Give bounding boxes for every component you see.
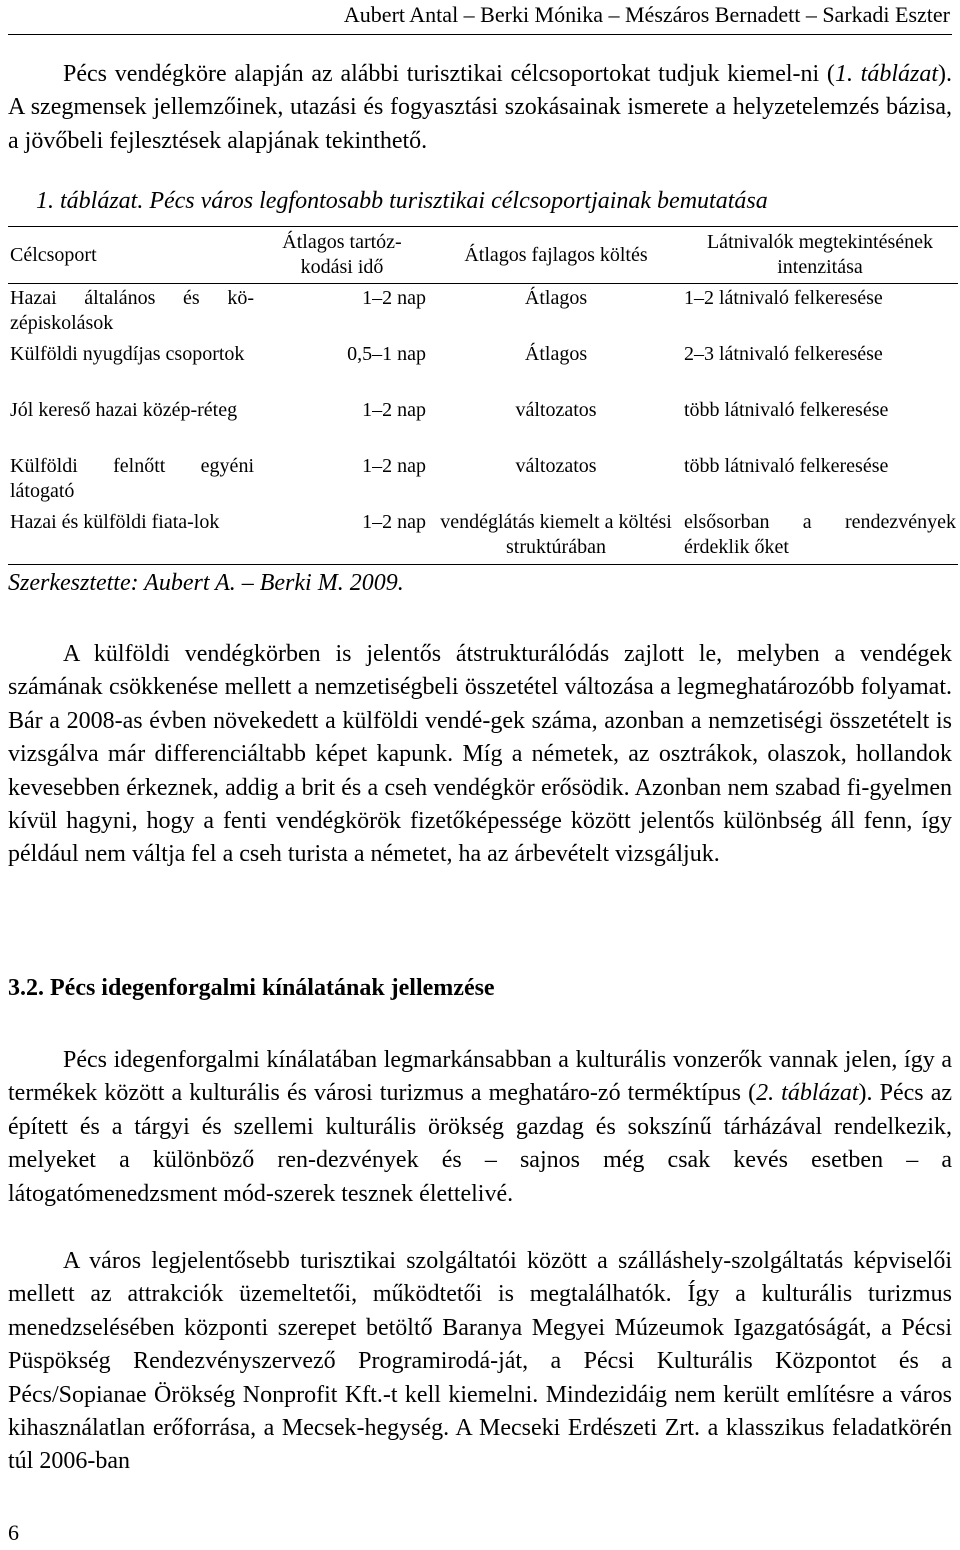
cell-stay-length: 0,5–1 nap	[347, 343, 426, 365]
cell-target-group: Külföldi nyugdíjas csoportok	[10, 343, 245, 365]
paragraph-service-providers: A város legjelentősebb turisztikai szolgáltatói között a szálláshely-szolgáltatás képviselői mellett az attrakciók üzemeltetői, működtetői is megtalálhatók. Így a kulturális turizmus menedzselésében központi szerepet betöltő Baranya Megyei Múzeumok Igazgatóságát, a Pécsi Püspökség Rendezvényszervező Programirodá-ját, a Pécsi Kulturális Központot és a Pécs/Sopianae Örökség Nonprofit Kft.-t kell kiemelni. Mindezidáig nem került említésre a város kihasználatlan erőforrása, a Mecsek-hegység. A Mecseki Erdészeti Zrt. a klasszikus feladatkörén túl 2006-ban	[8, 1248, 952, 1475]
cell-target-group: Jól kereső hazai közép-réteg	[10, 399, 238, 421]
intro-paragraph: Pécs vendégköre alapján az alábbi turisztikai célcsoportokat tudjuk kiemel-ni (1. táblázat). A szegmensek jellemzőinek, utazási és fogyasztási szokásainak ismerete a helyzetelemzés bázisa, a jövőbeli fejlesztések alapjának tekinthető.	[8, 61, 953, 154]
page-number: 6	[8, 1520, 19, 1545]
cell-sight-intensity: több látnivaló felkeresése	[684, 399, 889, 421]
cell-stay-length: 1–2 nap	[362, 455, 426, 477]
table-caption: 1. táblázat. Pécs város legfontosabb turisztikai célcsoportjainak bemutatása	[36, 188, 768, 214]
paragraph-foreign-guests: A külföldi vendégkörben is jelentős átstrukturálódás zajlott le, melyben a vendégek számának csökkenése mellett a nemzetiségbeli összetétel változása a legmeghatározóbb folyamat. Bár a 2008-as évben növekedett a külföldi vendé-gek száma, azonban a nemzetiségi összetételt is vizsgálva már differenciáltabb képet kapunk. Míg a németek, az osztrákok, olaszok, hollandok kevesebben érkeznek, addig a brit és a cseh vendégkör erősödik. Azonban nem szabad fi-gyelmen kívül hagyni, hogy a fenti vendégkörök fizetőképessége között jelentős különbség áll fenn, így például nem váltja fel a cseh turista a németet, ha az árbevételt vizsgáljuk.	[8, 641, 952, 868]
cell-sight-intensity: 1–2 látnivaló felkeresése	[684, 287, 883, 309]
table-row	[8, 452, 958, 508]
header-sight-intensity: Látnivalók megtekintésének intenzitása	[678, 227, 958, 284]
paragraph-cultural-offer: Pécs idegenforgalmi kínálatában legmarkánsabban a kulturális vonzerők vannak jelen, így a termékek között a kulturális és városi turizmus a meghatáro-zó terméktípus (2. táblázat). Pécs az épített és a tárgyi és szellemi kulturális örökség gazdag és sokszínű tárházával rendelkezik, melyeket a különböző ren-dezvények és – sajnos még csak kevés esetben – a látogatómenedzsment mód-szerek tesznek élettelivé.	[8, 1047, 952, 1207]
header-stay-length: Átlagos tartóz-kodási idő	[256, 227, 434, 284]
cell-spending: Átlagos	[524, 287, 588, 309]
cell-spending: változatos	[515, 455, 597, 477]
running-header	[8, 0, 952, 35]
cell-sight-intensity: elsősorban a rendezvények érdeklik őket	[678, 508, 958, 565]
header-authors: Aubert Antal – Berki Mónika – Mészáros Bernadett – Sarkadi Eszter	[343, 2, 950, 27]
table-source: Szerkesztette: Aubert A. – Berki M. 2009.	[8, 570, 404, 596]
cell-spending: vendéglátás kiemelt a költési struktúrában	[434, 508, 678, 565]
table-row	[8, 396, 958, 452]
header-target-group: Célcsoport	[8, 227, 256, 284]
section-title: 3.2. Pécs idegenforgalmi kínálatának jellemzése	[8, 975, 495, 1001]
table-row	[8, 340, 958, 396]
table-reference: 2. táblázat	[756, 1080, 859, 1107]
table-header-row	[8, 227, 958, 284]
cell-target-group: Külföldi felnőtt egyéni látogató	[10, 455, 254, 502]
cell-sight-intensity: több látnivaló felkeresése	[684, 455, 889, 477]
table-row	[8, 284, 958, 341]
cell-stay-length: 1–2 nap	[362, 287, 426, 309]
table-reference: 1. táblázat	[834, 61, 939, 87]
cell-stay-length: 1–2 nap	[362, 399, 426, 421]
cell-stay-length: 1–2 nap	[256, 508, 434, 565]
cell-target-group: Hazai és külföldi fiata-lok	[8, 508, 256, 565]
cell-spending: Átlagos	[524, 343, 588, 365]
cell-spending: változatos	[515, 399, 597, 421]
target-groups-table	[8, 226, 958, 565]
table-row	[8, 508, 958, 565]
cell-target-group: Hazai általános és kö-zépiskolások	[10, 287, 254, 334]
header-spending: Átlagos fajlagos költés	[434, 227, 678, 284]
cell-sight-intensity: 2–3 látnivaló felkeresése	[684, 343, 883, 365]
